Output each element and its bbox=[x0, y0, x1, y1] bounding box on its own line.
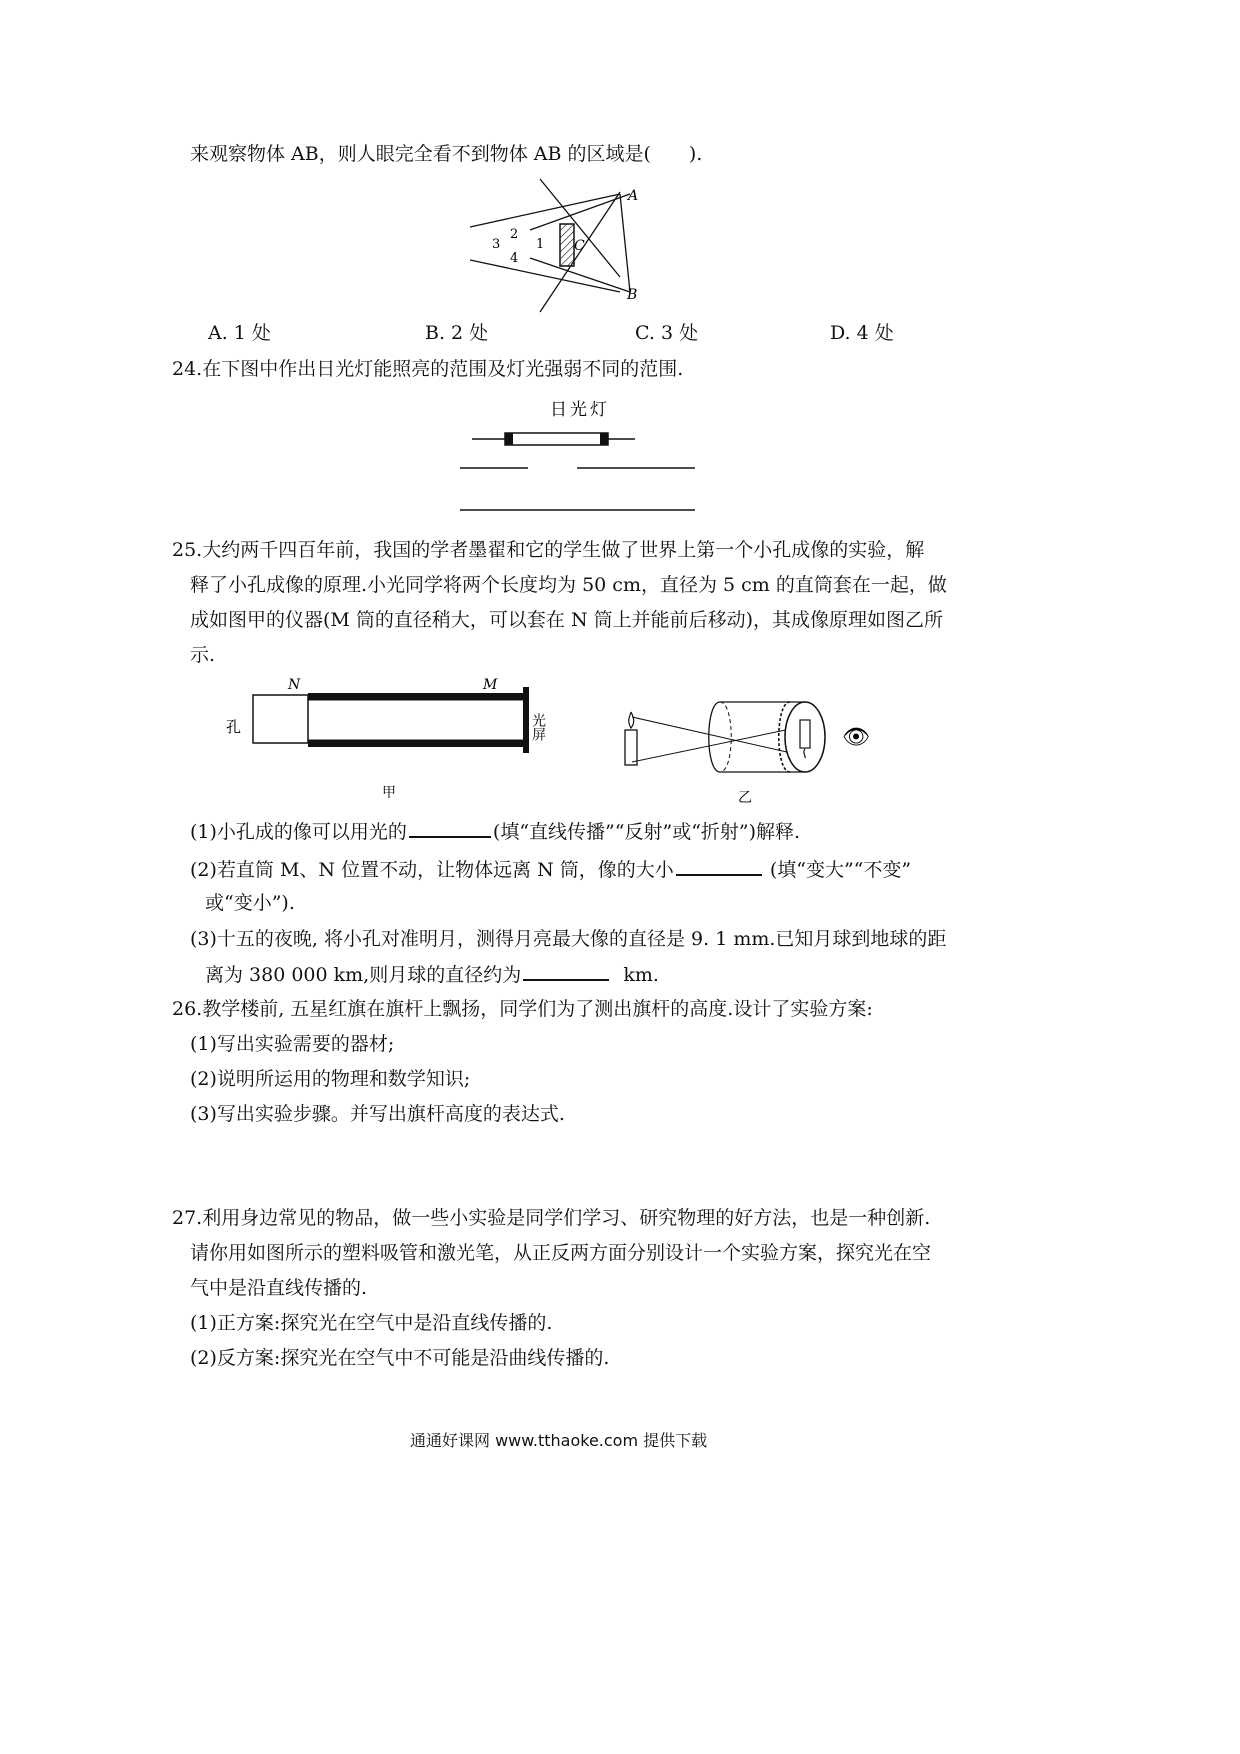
q27-item-2: (2)反方案:探究光在空气中不可能是沿曲线传播的. bbox=[190, 1347, 610, 1369]
q24-text: 24.在下图中作出日光灯能照亮的范围及灯光强弱不同的范围. bbox=[172, 358, 684, 380]
q26-item-3: (3)写出实验步骤。并写出旗杆高度的表达式. bbox=[190, 1103, 565, 1125]
q25-label-yi: 乙 bbox=[738, 790, 752, 806]
q25-sub1-post: (填“直线传播”“反射”或“折射”)解释. bbox=[492, 821, 801, 843]
q25-eye-icon: 👁 bbox=[842, 725, 870, 750]
q27-line-3: 气中是沿直线传播的. bbox=[190, 1277, 368, 1299]
q26-item-2: (2)说明所运用的物理和数学知识; bbox=[190, 1068, 471, 1090]
q24-lamp-label: 日光灯 bbox=[550, 400, 610, 420]
q25-line-4: 示. bbox=[190, 644, 216, 666]
page-footer: 通通好课网 www.tthaoke.com 提供下载 bbox=[410, 1431, 708, 1450]
q23-option-a: A. 1 处 bbox=[208, 322, 271, 344]
q25-line-2: 释了小孔成像的原理.小光同学将两个长度均为 50 cm，直径为 5 cm 的直筒套在一起，做 bbox=[190, 574, 947, 596]
q25-line-1: 25.大约两千四百年前，我国的学者墨翟和它的学生做了世界上第一个小孔成像的实验，解 bbox=[172, 539, 925, 561]
q25-sub2-post: (填“变大”“不变” bbox=[769, 859, 912, 881]
q25-sub2 bbox=[190, 856, 911, 883]
q25-figure-yi bbox=[610, 672, 890, 812]
q25-label-screen: 光屏 bbox=[530, 713, 546, 741]
q25-sub3-line2 bbox=[205, 961, 659, 988]
q23-option-b: B. 2 处 bbox=[425, 322, 489, 344]
q25-sub3-blank[interactable] bbox=[523, 961, 609, 981]
q25-sub1-blank[interactable] bbox=[409, 818, 491, 838]
q25-sub3-post: km. bbox=[623, 964, 659, 986]
q25-label-m: M bbox=[483, 677, 498, 693]
q25-figure-jia bbox=[220, 675, 580, 805]
q25-sub3-pre: 离为 380 000 km,则月球的直径约为 bbox=[205, 964, 522, 986]
q23-label-a: A bbox=[628, 188, 639, 204]
q25-label-hole: 孔 bbox=[226, 718, 242, 736]
q23-region-3: 3 bbox=[492, 237, 501, 252]
q25-screen bbox=[523, 687, 529, 753]
q23-region-4: 4 bbox=[510, 251, 519, 266]
q25-tube-m-bottom bbox=[308, 740, 523, 747]
q26-text: 26.教学楼前, 五星红旗在旗杆上飘扬，同学们为了测出旗杆的高度.设计了实验方案: bbox=[172, 998, 873, 1020]
q25-sub2-blank[interactable] bbox=[676, 856, 762, 876]
q25-sub1 bbox=[190, 818, 800, 845]
q25-tube-m-top bbox=[308, 693, 523, 700]
q23-region-1: 1 bbox=[536, 237, 545, 252]
q23-option-d: D. 4 处 bbox=[830, 322, 894, 344]
q27-line-2: 请你用如图所示的塑料吸管和激光笔，从正反两方面分别设计一个实验方案，探究光在空 bbox=[190, 1242, 932, 1264]
q25-sub2-pre: (2)若直筒 M、N 位置不动，让物体远离 N 筒，像的大小 bbox=[190, 859, 674, 881]
q23-label-c: C bbox=[574, 238, 585, 254]
q23-text: 来观察物体 AB，则人眼完全看不到物体 AB 的区域是( ). bbox=[190, 143, 703, 165]
q23-shield bbox=[560, 224, 574, 266]
q26-item-1: (1)写出实验需要的器材; bbox=[190, 1033, 395, 1055]
q25-sub1-pre: (1)小孔成的像可以用光的 bbox=[190, 821, 407, 843]
q27-item-1: (1)正方案:探究光在空气中是沿直线传播的. bbox=[190, 1312, 553, 1334]
q23-label-b: B bbox=[627, 287, 638, 303]
q23-figure bbox=[470, 172, 690, 322]
q23-option-c: C. 3 处 bbox=[635, 322, 699, 344]
q25-sub3-line1: (3)十五的夜晚, 将小孔对准明月，测得月亮最大像的直径是 9. 1 mm.已知月球到地球的距 bbox=[190, 928, 947, 950]
q27-line-1: 27.利用身边常见的物品，做一些小实验是同学们学习、研究物理的好方法，也是一种创新. bbox=[172, 1207, 931, 1229]
q24-lamp-tube bbox=[505, 433, 608, 445]
q25-sub2-cont: 或“变小”). bbox=[205, 892, 295, 914]
q25-line-3: 成如图甲的仪器(M 筒的直径稍大，可以套在 N 筒上并能前后移动)，其成像原理如图乙所 bbox=[190, 609, 944, 631]
q25-candle bbox=[625, 730, 637, 765]
q23-region-2: 2 bbox=[510, 227, 519, 242]
q24-figure bbox=[460, 393, 700, 523]
q25-label-jia: 甲 bbox=[382, 785, 396, 801]
q25-label-n: N bbox=[288, 677, 301, 693]
